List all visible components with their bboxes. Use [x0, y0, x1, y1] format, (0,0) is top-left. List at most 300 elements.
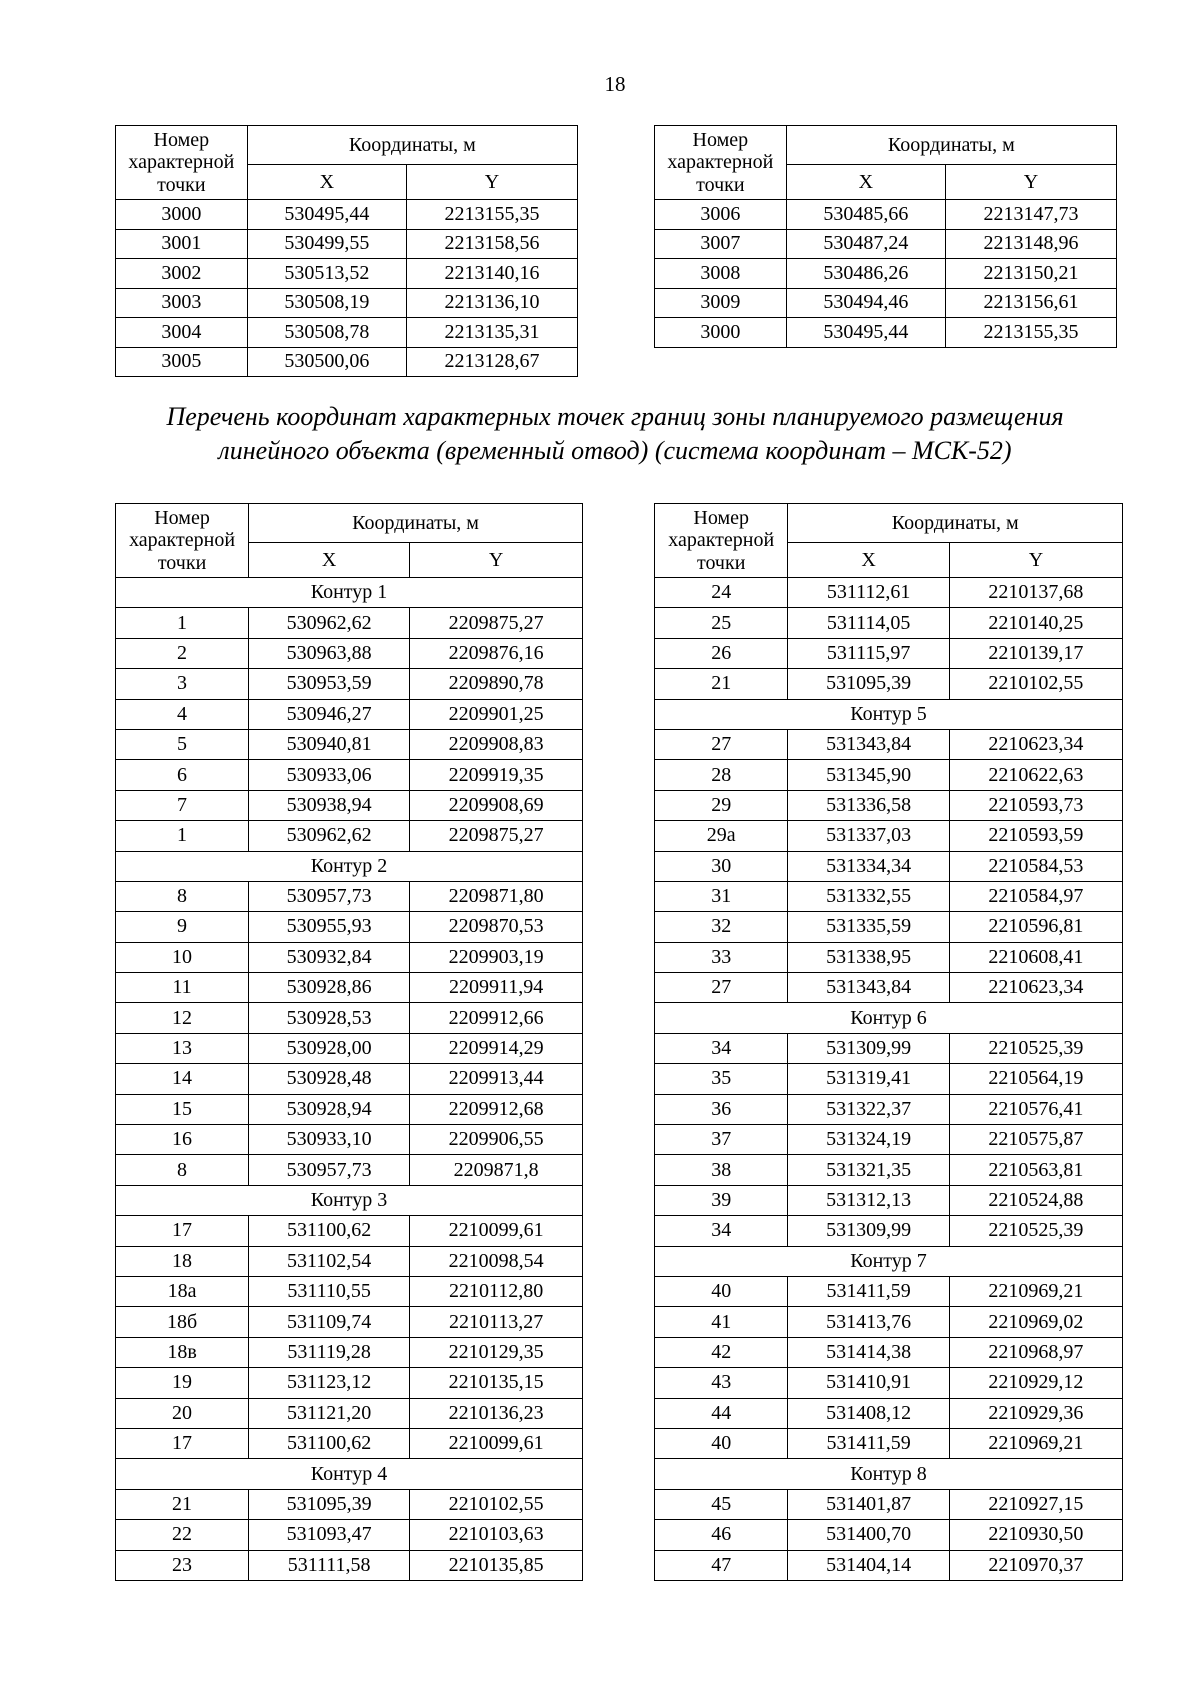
table-row — [116, 1216, 583, 1246]
table-row — [116, 1489, 583, 1519]
point-number-header: Номер характерной точки — [116, 126, 248, 200]
point-number-cell: 37 — [655, 1125, 788, 1155]
x-coordinate-cell: 531093,47 — [249, 1520, 410, 1550]
x-coordinate-cell: 531413,76 — [788, 1307, 949, 1337]
contour-label: Контур 2 — [116, 851, 583, 881]
y-coordinate-cell: 2209903,19 — [410, 942, 583, 972]
y-coordinate-cell: 2213136,10 — [407, 288, 578, 318]
x-coordinate-cell: 531401,87 — [788, 1489, 949, 1519]
table-row — [116, 1520, 583, 1550]
contour-label: Контур 8 — [655, 1459, 1123, 1489]
table-row — [655, 318, 1117, 348]
table-row — [116, 1246, 583, 1276]
y-coordinate-cell: 2210098,54 — [410, 1246, 583, 1276]
y-coordinate-cell: 2213156,61 — [946, 288, 1117, 318]
y-coordinate-cell: 2210137,68 — [949, 578, 1122, 608]
x-coordinate-cell: 530495,44 — [247, 200, 406, 230]
x-header: X — [786, 165, 945, 200]
heading-line-2: линейного объекта (временный отвод) (система координат – МСК-52) — [218, 436, 1012, 465]
y-coordinate-cell: 2210139,17 — [949, 638, 1122, 668]
y-coordinate-cell: 2213140,16 — [407, 259, 578, 289]
point-number-cell: 35 — [655, 1064, 788, 1094]
point-number-cell: 2 — [116, 638, 249, 668]
table-row — [655, 912, 1123, 942]
point-number-cell: 45 — [655, 1489, 788, 1519]
point-number-cell: 3009 — [655, 288, 787, 318]
x-coordinate-cell: 530953,59 — [249, 669, 410, 699]
table-row — [655, 1094, 1123, 1124]
x-header: X — [249, 543, 410, 578]
x-coordinate-cell: 531121,20 — [249, 1398, 410, 1428]
x-coordinate-cell: 531112,61 — [788, 578, 949, 608]
contour-row — [655, 1003, 1123, 1033]
table-row — [116, 608, 583, 638]
y-coordinate-cell: 2210929,36 — [949, 1398, 1122, 1428]
x-coordinate-cell: 530946,27 — [249, 699, 410, 729]
table-row — [116, 912, 583, 942]
point-number-cell: 7 — [116, 790, 249, 820]
table-row — [655, 1489, 1123, 1519]
table-body — [655, 578, 1123, 1581]
table-row — [655, 821, 1123, 851]
point-number-cell: 16 — [116, 1125, 249, 1155]
x-coordinate-cell: 531332,55 — [788, 881, 949, 911]
table-row — [116, 1155, 583, 1185]
y-coordinate-cell: 2209871,80 — [410, 881, 583, 911]
point-number-cell: 10 — [116, 942, 249, 972]
table-row — [655, 1276, 1123, 1306]
point-number-cell: 3002 — [116, 259, 248, 289]
y-coordinate-cell: 2213135,31 — [407, 318, 578, 348]
coordinates-table-top-left — [115, 125, 578, 377]
x-coordinate-cell: 530499,55 — [247, 229, 406, 259]
y-coordinate-cell: 2210593,59 — [949, 821, 1122, 851]
y-coordinate-cell: 2209870,53 — [410, 912, 583, 942]
table-row — [655, 1428, 1123, 1458]
table-row — [116, 200, 578, 230]
point-number-cell: 3000 — [116, 200, 248, 230]
point-number-cell: 17 — [116, 1216, 249, 1246]
point-number-cell: 26 — [655, 638, 788, 668]
y-coordinate-cell: 2210584,97 — [949, 881, 1122, 911]
point-number-cell: 47 — [655, 1550, 788, 1580]
point-number-cell: 18в — [116, 1337, 249, 1367]
point-number-cell: 40 — [655, 1276, 788, 1306]
table-row — [655, 229, 1117, 259]
point-number-cell: 40 — [655, 1428, 788, 1458]
x-coordinate-cell: 531338,95 — [788, 942, 949, 972]
x-coordinate-cell: 531309,99 — [788, 1033, 949, 1063]
point-number-cell: 3000 — [655, 318, 787, 348]
point-number-header: Номер характерной точки — [655, 504, 788, 578]
point-number-cell: 28 — [655, 760, 788, 790]
y-coordinate-cell: 2210525,39 — [949, 1033, 1122, 1063]
y-coordinate-cell: 2209911,94 — [410, 973, 583, 1003]
x-coordinate-cell: 531119,28 — [249, 1337, 410, 1367]
x-coordinate-cell: 531411,59 — [788, 1428, 949, 1458]
point-number-cell: 34 — [655, 1033, 788, 1063]
x-coordinate-cell: 530928,00 — [249, 1033, 410, 1063]
x-coordinate-cell: 530933,06 — [249, 760, 410, 790]
x-coordinate-cell: 531324,19 — [788, 1125, 949, 1155]
table-row — [116, 669, 583, 699]
table-row — [116, 973, 583, 1003]
x-coordinate-cell: 531345,90 — [788, 760, 949, 790]
table-row — [655, 200, 1117, 230]
table-row — [116, 790, 583, 820]
table-row — [116, 1125, 583, 1155]
y-coordinate-cell: 2210930,50 — [949, 1520, 1122, 1550]
y-coordinate-cell: 2210136,23 — [410, 1398, 583, 1428]
y-coordinate-cell: 2209875,27 — [410, 821, 583, 851]
table-row — [655, 790, 1123, 820]
x-coordinate-cell: 531400,70 — [788, 1520, 949, 1550]
x-coordinate-cell: 530508,78 — [247, 318, 406, 348]
section-heading — [0, 400, 1200, 468]
point-number-cell: 22 — [116, 1520, 249, 1550]
x-coordinate-cell: 531322,37 — [788, 1094, 949, 1124]
contour-label: Контур 1 — [116, 578, 583, 608]
y-coordinate-cell: 2210563,81 — [949, 1155, 1122, 1185]
x-coordinate-cell: 530928,86 — [249, 973, 410, 1003]
x-coordinate-cell: 530486,26 — [786, 259, 945, 289]
table-row — [116, 1337, 583, 1367]
y-coordinate-cell: 2210969,02 — [949, 1307, 1122, 1337]
table-row — [116, 1276, 583, 1306]
coordinates-header: Координаты, м — [788, 504, 1123, 543]
y-coordinate-cell: 2210970,37 — [949, 1550, 1122, 1580]
y-coordinate-cell: 2209914,29 — [410, 1033, 583, 1063]
contour-label: Контур 6 — [655, 1003, 1123, 1033]
x-coordinate-cell: 531114,05 — [788, 608, 949, 638]
point-number-cell: 27 — [655, 973, 788, 1003]
y-coordinate-cell: 2210129,35 — [410, 1337, 583, 1367]
x-coordinate-cell: 530485,66 — [786, 200, 945, 230]
x-coordinate-cell: 530962,62 — [249, 608, 410, 638]
table-row — [655, 1155, 1123, 1185]
x-coordinate-cell: 530495,44 — [786, 318, 945, 348]
coordinates-table-bottom-right — [654, 503, 1123, 1581]
point-number-cell: 24 — [655, 578, 788, 608]
y-header: Y — [407, 165, 578, 200]
point-number-header: Номер характерной точки — [116, 504, 249, 578]
point-number-cell: 3 — [116, 669, 249, 699]
y-coordinate-cell: 2210584,53 — [949, 851, 1122, 881]
point-number-cell: 3005 — [116, 347, 248, 377]
y-coordinate-cell: 2209876,16 — [410, 638, 583, 668]
point-number-cell: 9 — [116, 912, 249, 942]
point-number-cell: 32 — [655, 912, 788, 942]
table-row — [655, 942, 1123, 972]
point-number-cell: 17 — [116, 1428, 249, 1458]
x-coordinate-cell: 531100,62 — [249, 1428, 410, 1458]
y-coordinate-cell: 2210622,63 — [949, 760, 1122, 790]
table-row — [655, 1337, 1123, 1367]
contour-label: Контур 3 — [116, 1185, 583, 1215]
heading-line-1: Перечень координат характерных точек границ зоны планируемого размещения — [166, 402, 1064, 431]
x-coordinate-cell: 530508,19 — [247, 288, 406, 318]
point-number-cell: 33 — [655, 942, 788, 972]
x-coordinate-cell: 530932,84 — [249, 942, 410, 972]
y-coordinate-cell: 2209912,66 — [410, 1003, 583, 1033]
point-number-cell: 23 — [116, 1550, 249, 1580]
table-body — [116, 200, 578, 377]
x-coordinate-cell: 530928,48 — [249, 1064, 410, 1094]
contour-row — [655, 1459, 1123, 1489]
x-coordinate-cell: 531414,38 — [788, 1337, 949, 1367]
x-coordinate-cell: 531123,12 — [249, 1368, 410, 1398]
x-coordinate-cell: 531110,55 — [249, 1276, 410, 1306]
coordinates-header: Координаты, м — [249, 504, 583, 543]
table-row — [655, 1398, 1123, 1428]
point-number-cell: 5 — [116, 729, 249, 759]
table-row — [655, 259, 1117, 289]
y-coordinate-cell: 2213155,35 — [946, 318, 1117, 348]
point-number-cell: 3004 — [116, 318, 248, 348]
table-row — [655, 1368, 1123, 1398]
x-coordinate-cell: 531343,84 — [788, 729, 949, 759]
y-coordinate-cell: 2209875,27 — [410, 608, 583, 638]
table-row — [655, 578, 1123, 608]
x-coordinate-cell: 530933,10 — [249, 1125, 410, 1155]
x-coordinate-cell: 531095,39 — [788, 669, 949, 699]
table-row — [116, 1094, 583, 1124]
table-body — [116, 578, 583, 1581]
table-row — [116, 288, 578, 318]
x-coordinate-cell: 531095,39 — [249, 1489, 410, 1519]
point-number-cell: 3001 — [116, 229, 248, 259]
point-number-cell: 29а — [655, 821, 788, 851]
x-header: X — [788, 543, 949, 578]
x-coordinate-cell: 530500,06 — [247, 347, 406, 377]
table-row — [116, 1398, 583, 1428]
table-row — [116, 699, 583, 729]
table-row — [116, 318, 578, 348]
table-row — [116, 881, 583, 911]
point-number-cell: 20 — [116, 1398, 249, 1428]
point-number-cell: 34 — [655, 1216, 788, 1246]
x-coordinate-cell: 530963,88 — [249, 638, 410, 668]
point-number-cell: 27 — [655, 729, 788, 759]
contour-row — [655, 1246, 1123, 1276]
point-number-cell: 13 — [116, 1033, 249, 1063]
point-number-cell: 21 — [655, 669, 788, 699]
x-coordinate-cell: 530494,46 — [786, 288, 945, 318]
x-coordinate-cell: 531109,74 — [249, 1307, 410, 1337]
point-number-cell: 42 — [655, 1337, 788, 1367]
y-coordinate-cell: 2209919,35 — [410, 760, 583, 790]
table-row — [655, 1185, 1123, 1215]
y-coordinate-cell: 2209912,68 — [410, 1094, 583, 1124]
y-coordinate-cell: 2209871,8 — [410, 1155, 583, 1185]
x-coordinate-cell: 530928,53 — [249, 1003, 410, 1033]
table-row — [655, 288, 1117, 318]
point-number-cell: 1 — [116, 608, 249, 638]
x-coordinate-cell: 531343,84 — [788, 973, 949, 1003]
x-coordinate-cell: 531111,58 — [249, 1550, 410, 1580]
contour-label: Контур 4 — [116, 1459, 583, 1489]
coordinates-header: Координаты, м — [247, 126, 577, 165]
x-coordinate-cell: 531334,34 — [788, 851, 949, 881]
y-coordinate-cell: 2210525,39 — [949, 1216, 1122, 1246]
table-row — [116, 347, 578, 377]
table-row — [655, 729, 1123, 759]
y-coordinate-cell: 2210623,34 — [949, 973, 1122, 1003]
point-number-cell: 3003 — [116, 288, 248, 318]
y-coordinate-cell: 2210927,15 — [949, 1489, 1122, 1519]
contour-row — [116, 1459, 583, 1489]
y-coordinate-cell: 2210969,21 — [949, 1276, 1122, 1306]
y-coordinate-cell: 2210102,55 — [410, 1489, 583, 1519]
y-coordinate-cell: 2210564,19 — [949, 1064, 1122, 1094]
page-number: 18 — [604, 72, 626, 96]
point-number-cell: 12 — [116, 1003, 249, 1033]
table-row — [655, 1307, 1123, 1337]
table-row — [116, 1428, 583, 1458]
point-number-cell: 43 — [655, 1368, 788, 1398]
x-header: X — [247, 165, 406, 200]
x-coordinate-cell: 530513,52 — [247, 259, 406, 289]
point-number-cell: 18а — [116, 1276, 249, 1306]
point-number-cell: 4 — [116, 699, 249, 729]
contour-label: Контур 5 — [655, 699, 1123, 729]
x-coordinate-cell: 531312,13 — [788, 1185, 949, 1215]
y-coordinate-cell: 2210103,63 — [410, 1520, 583, 1550]
point-number-cell: 3006 — [655, 200, 787, 230]
x-coordinate-cell: 531404,14 — [788, 1550, 949, 1580]
y-header: Y — [949, 543, 1122, 578]
y-coordinate-cell: 2210135,15 — [410, 1368, 583, 1398]
contour-row — [116, 851, 583, 881]
y-coordinate-cell: 2210102,55 — [949, 669, 1122, 699]
y-coordinate-cell: 2210593,73 — [949, 790, 1122, 820]
point-number-cell: 6 — [116, 760, 249, 790]
table-row — [116, 259, 578, 289]
y-coordinate-cell: 2210623,34 — [949, 729, 1122, 759]
point-number-cell: 31 — [655, 881, 788, 911]
table-row — [655, 1550, 1123, 1580]
y-coordinate-cell: 2213148,96 — [946, 229, 1117, 259]
contour-row — [116, 1185, 583, 1215]
point-number-cell: 30 — [655, 851, 788, 881]
point-number-cell: 1 — [116, 821, 249, 851]
table-row — [655, 760, 1123, 790]
point-number-cell: 3008 — [655, 259, 787, 289]
table-row — [655, 669, 1123, 699]
contour-label: Контур 7 — [655, 1246, 1123, 1276]
x-coordinate-cell: 531102,54 — [249, 1246, 410, 1276]
y-coordinate-cell: 2213150,21 — [946, 259, 1117, 289]
y-coordinate-cell: 2209901,25 — [410, 699, 583, 729]
x-coordinate-cell: 531335,59 — [788, 912, 949, 942]
table-row — [655, 638, 1123, 668]
x-coordinate-cell: 531115,97 — [788, 638, 949, 668]
y-coordinate-cell: 2210929,12 — [949, 1368, 1122, 1398]
point-number-cell: 21 — [116, 1489, 249, 1519]
y-coordinate-cell: 2210596,81 — [949, 912, 1122, 942]
point-number-cell: 3007 — [655, 229, 787, 259]
table-row — [116, 1368, 583, 1398]
y-header: Y — [946, 165, 1117, 200]
y-coordinate-cell: 2210099,61 — [410, 1216, 583, 1246]
y-coordinate-cell: 2210140,25 — [949, 608, 1122, 638]
y-coordinate-cell: 2210575,87 — [949, 1125, 1122, 1155]
x-coordinate-cell: 530487,24 — [786, 229, 945, 259]
table-row — [655, 1064, 1123, 1094]
table-row — [116, 1003, 583, 1033]
x-coordinate-cell: 531410,91 — [788, 1368, 949, 1398]
x-coordinate-cell: 531319,41 — [788, 1064, 949, 1094]
point-number-cell: 38 — [655, 1155, 788, 1185]
point-number-cell: 19 — [116, 1368, 249, 1398]
point-number-cell: 41 — [655, 1307, 788, 1337]
point-number-cell: 8 — [116, 1155, 249, 1185]
y-coordinate-cell: 2213158,56 — [407, 229, 578, 259]
point-number-cell: 14 — [116, 1064, 249, 1094]
table-row — [655, 1216, 1123, 1246]
y-coordinate-cell: 2210524,88 — [949, 1185, 1122, 1215]
table-row — [655, 1125, 1123, 1155]
y-coordinate-cell: 2210969,21 — [949, 1428, 1122, 1458]
table-row — [116, 821, 583, 851]
x-coordinate-cell: 531337,03 — [788, 821, 949, 851]
y-coordinate-cell: 2209908,83 — [410, 729, 583, 759]
x-coordinate-cell: 530940,81 — [249, 729, 410, 759]
table-row — [116, 1064, 583, 1094]
table-row — [655, 1520, 1123, 1550]
table-row — [116, 729, 583, 759]
x-coordinate-cell: 531309,99 — [788, 1216, 949, 1246]
table-row — [655, 851, 1123, 881]
y-coordinate-cell: 2210968,97 — [949, 1337, 1122, 1367]
table-row — [116, 1033, 583, 1063]
point-number-cell: 39 — [655, 1185, 788, 1215]
y-coordinate-cell: 2210113,27 — [410, 1307, 583, 1337]
point-number-cell: 25 — [655, 608, 788, 638]
x-coordinate-cell: 530957,73 — [249, 1155, 410, 1185]
table-body — [655, 200, 1117, 348]
y-coordinate-cell: 2209913,44 — [410, 1064, 583, 1094]
table-row — [655, 1033, 1123, 1063]
y-coordinate-cell: 2210135,85 — [410, 1550, 583, 1580]
y-coordinate-cell: 2210576,41 — [949, 1094, 1122, 1124]
point-number-cell: 11 — [116, 973, 249, 1003]
y-header: Y — [410, 543, 583, 578]
x-coordinate-cell: 530928,94 — [249, 1094, 410, 1124]
coordinates-header: Координаты, м — [786, 126, 1116, 165]
y-coordinate-cell: 2209890,78 — [410, 669, 583, 699]
x-coordinate-cell: 531321,35 — [788, 1155, 949, 1185]
table-row — [655, 973, 1123, 1003]
point-number-cell: 36 — [655, 1094, 788, 1124]
table-row — [116, 942, 583, 972]
contour-row — [655, 699, 1123, 729]
point-number-cell: 8 — [116, 881, 249, 911]
x-coordinate-cell: 531411,59 — [788, 1276, 949, 1306]
y-coordinate-cell: 2213155,35 — [407, 200, 578, 230]
point-number-cell: 44 — [655, 1398, 788, 1428]
point-number-cell: 18 — [116, 1246, 249, 1276]
y-coordinate-cell: 2210608,41 — [949, 942, 1122, 972]
y-coordinate-cell: 2209906,55 — [410, 1125, 583, 1155]
x-coordinate-cell: 530955,93 — [249, 912, 410, 942]
coordinates-table-bottom-left — [115, 503, 583, 1581]
y-coordinate-cell: 2213128,67 — [407, 347, 578, 377]
x-coordinate-cell: 530938,94 — [249, 790, 410, 820]
table-row — [655, 881, 1123, 911]
x-coordinate-cell: 531336,58 — [788, 790, 949, 820]
point-number-cell: 15 — [116, 1094, 249, 1124]
